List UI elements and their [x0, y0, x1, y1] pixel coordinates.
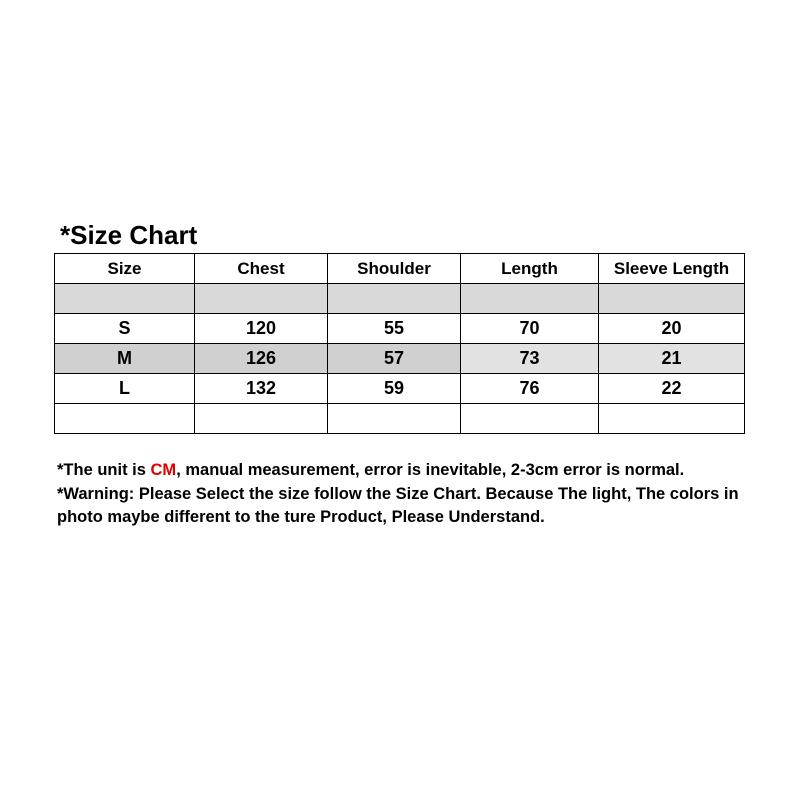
table-cell [599, 404, 745, 434]
warning-note: *Warning: Please Select the size follow the Size Chart. Because The light, The colors in photo maybe different to the ture Product, Please Understand. [57, 484, 739, 526]
table-cell: 57 [328, 344, 461, 374]
table-cell: 20 [599, 314, 745, 344]
size-chart-table [54, 253, 745, 434]
table-cell: 70 [461, 314, 599, 344]
table-cell: 132 [195, 374, 328, 404]
table-row-s [55, 314, 745, 344]
table-header-row [55, 254, 745, 284]
table-row-l [55, 374, 745, 404]
table-cell [55, 284, 195, 314]
header-sleeve-length: Sleeve Length [599, 254, 745, 284]
unit-note-suffix: , manual measurement, error is inevitable, 2-3cm error is normal. [176, 461, 685, 479]
table-cell [328, 284, 461, 314]
table-cell [328, 404, 461, 434]
unit-highlight: CM [150, 461, 177, 479]
table-cell: 22 [599, 374, 745, 404]
header-length: Length [461, 254, 599, 284]
size-notes [57, 459, 757, 530]
table-row-empty [55, 404, 745, 434]
table-cell: 126 [195, 344, 328, 374]
table-cell: 120 [195, 314, 328, 344]
table-cell [461, 404, 599, 434]
table-row-empty-shaded [55, 284, 745, 314]
table-cell: 21 [599, 344, 745, 374]
size-chart-title: *Size Chart [60, 220, 198, 250]
unit-note-prefix: *The unit is [57, 461, 151, 479]
table-cell: L [55, 374, 195, 404]
table-cell: 55 [328, 314, 461, 344]
table-cell: 76 [461, 374, 599, 404]
table-row-m [55, 344, 745, 374]
header-shoulder: Shoulder [328, 254, 461, 284]
table-cell [195, 404, 328, 434]
table-cell [195, 284, 328, 314]
table-cell: S [55, 314, 195, 344]
unit-note [57, 459, 757, 483]
table-cell [599, 284, 745, 314]
header-size: Size [55, 254, 195, 284]
table-cell: 73 [461, 344, 599, 374]
table-cell: M [55, 344, 195, 374]
header-chest: Chest [195, 254, 328, 284]
table-cell [55, 404, 195, 434]
table-cell: 59 [328, 374, 461, 404]
table-cell [461, 284, 599, 314]
